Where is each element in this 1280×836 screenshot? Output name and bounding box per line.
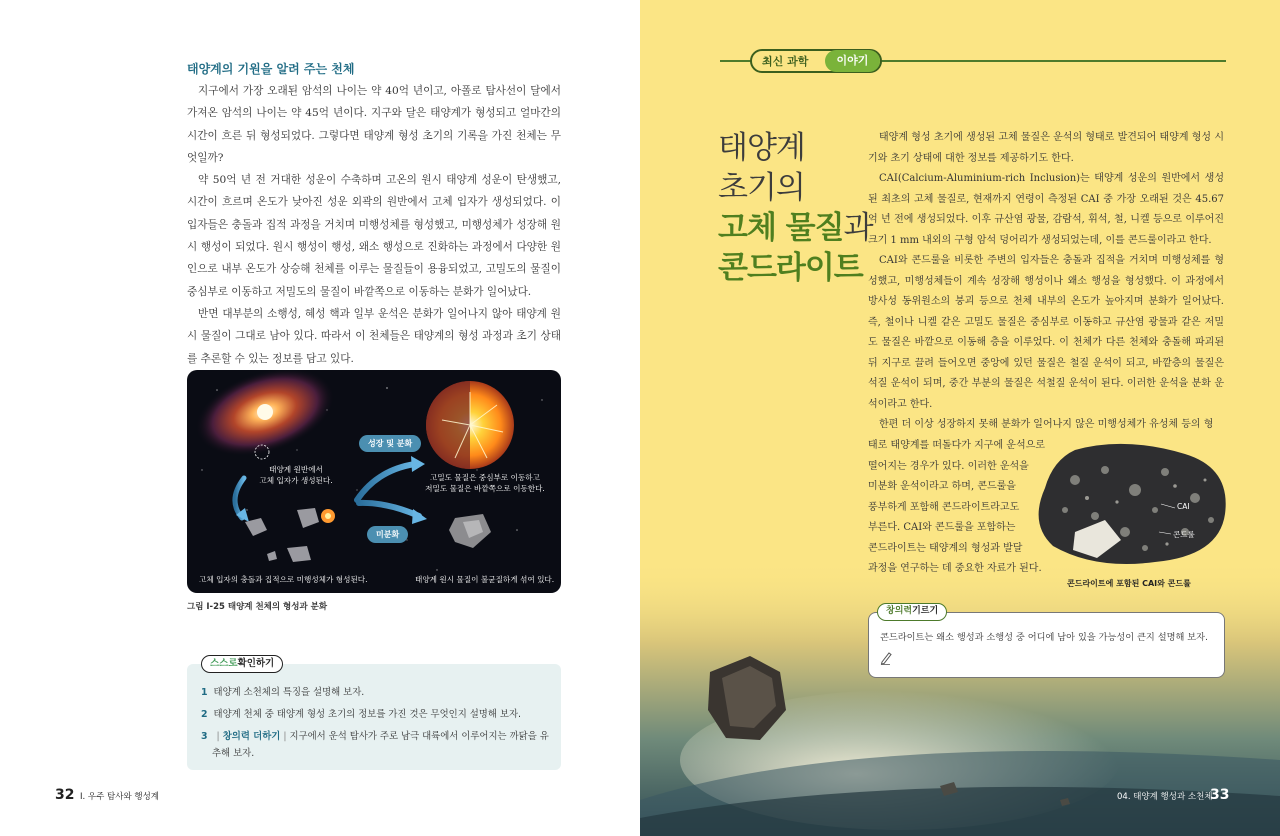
header-label-story: 이야기 xyxy=(825,50,880,72)
check-item-text: 태양계 천체 중 태양계 형성 초기의 정보를 가진 것은 무엇인지 설명해 보자. xyxy=(213,709,521,720)
chondrite-rock-illustration xyxy=(1035,440,1235,570)
label-chondrule: 콘드룰 xyxy=(1173,530,1195,539)
wrapped-line: 콘드라이트는 태양계의 형성과 발달 xyxy=(868,542,1023,554)
wrapped-line: 풍부하게 포함해 콘드라이트라고도 xyxy=(868,501,1020,513)
creativity-box xyxy=(868,612,1225,678)
creativity-label: 창의력 더하기 xyxy=(222,731,281,742)
photo-caption: 콘드라이트에 포함된 CAI와 콘드룰 xyxy=(1067,579,1191,588)
creativity-title xyxy=(877,603,947,621)
pill-growth-differentiation: 성장 및 분화 xyxy=(359,435,421,452)
figure-label-primitive: 태양계 원시 물질이 불균질하게 섞여 있다. xyxy=(415,575,555,584)
footer-right: 04. 태양계 행성과 소천체 xyxy=(1117,792,1213,802)
figure-label-diff-line1: 고밀도 물질은 중심부로 이동하고 xyxy=(430,473,540,482)
right-body-text xyxy=(868,128,1224,436)
figure-label-disk-line2: 고체 입자가 생성된다. xyxy=(259,476,333,485)
paragraph: 태양계 형성 초기에 생성된 고체 물질은 운석의 형태로 발견되어 태양계 형성 시기와 초기 상태에 대한 정보를 제공하기도 한다. xyxy=(868,132,1224,164)
figure-label-planetesimal: 고체 입자의 충돌과 집적으로 미행성체가 형성된다. xyxy=(199,575,368,584)
wrapped-line: 떨어지는 경우가 있다. 이러한 운석을 xyxy=(868,460,1029,472)
figure-label-disk xyxy=(247,464,345,486)
title-line4: 콘드라이트 xyxy=(718,250,863,286)
pencil-icon xyxy=(880,650,892,669)
creativity-title-b: 기르기 xyxy=(912,606,939,616)
section-heading: 태양계의 기원을 알려 주는 천체 xyxy=(187,62,355,76)
paragraph: 반면 대부분의 소행성, 혜성 핵과 일부 운석은 분화가 일어나지 않아 태양계 원시 물질이 그대로 남아 있다. 따라서 이 천체들은 태양계의 형성 과정과 초기 상태를 추론할 수 있는 정보를 담고 있다. xyxy=(187,307,561,365)
page-number-left: 32 xyxy=(55,787,75,803)
self-check-title-a: 스스로 xyxy=(210,658,238,669)
creativity-question: 콘드라이트는 왜소 행성과 소행성 중 어디에 남아 있을 가능성이 큰지 설명해 보자. xyxy=(880,632,1208,643)
label-cai: CAI xyxy=(1177,502,1190,511)
self-check-title-b: 확인하기 xyxy=(237,658,275,669)
header-label-latest-science: 최신 과학 xyxy=(762,55,809,68)
check-item-number: 2 xyxy=(201,709,208,720)
right-page xyxy=(640,0,1280,836)
formation-figure xyxy=(187,370,561,593)
title-line1: 태양계 xyxy=(718,130,805,166)
pill-undifferentiated: 미분화 xyxy=(367,526,408,543)
separator: | xyxy=(283,731,287,742)
figure-label-disk-line1: 태양계 원반에서 xyxy=(269,465,323,474)
check-item-3 xyxy=(201,728,549,742)
check-item-text: 지구에서 운석 탐사가 주로 남극 대륙에서 이루어지는 까닭을 유 xyxy=(289,731,549,742)
figure-label-differentiation xyxy=(421,472,549,494)
check-item-number: 1 xyxy=(201,687,208,698)
paragraph: CAI와 콘드룰을 비롯한 주변의 입자들은 충돌과 집적을 거치며 미행성체를 형성했고, 미행성체들이 계속 성장해 행성이나 왜소 행성을 형성했다. 이 과정에서 방사성 동위원소의 붕괴 등으로 천체 내부의 온도가 높아지며 분화가 일어났다. 즉, 철이나 니켈 같은 고밀도 물질은 중심부로 이동하고 규산염 광물과 같은 저밀도 물질은 바깥으로 이동해 층을 이루었다. 이 천체가 다른 천체와 충돌해 파괴된 뒤 지구로 끌려 들어오면 중앙에 있던 물질은 철질 운석이 되고, 바깥층의 물질은 석질 운석이 되며, 중간 부분의 물질은 석철질 운석이 된다. 이러한 운석을 분화 운석이라고 한다. xyxy=(868,255,1224,410)
footer-left: I. 우주 탐사와 행성계 xyxy=(80,792,160,802)
title-line3-rest: 과 xyxy=(843,210,873,246)
wrapped-line: 과정을 연구하는 데 중요한 자료가 된다. xyxy=(868,563,1042,574)
check-item-1 xyxy=(201,684,364,698)
figure-caption: 그림 I-25 태양계 천체의 형성과 분화 xyxy=(187,602,328,612)
self-check-title xyxy=(201,655,283,673)
creativity-title-a: 창의력 xyxy=(886,606,913,616)
separator: | xyxy=(216,731,220,742)
check-item-text: 태양계 소천체의 특징을 설명해 보자. xyxy=(213,687,365,698)
figure-label-diff-line2: 저밀도 물질은 바깥쪽으로 이동한다. xyxy=(425,484,545,493)
left-body-text xyxy=(187,80,561,370)
page-number-right: 33 xyxy=(1210,787,1230,803)
title-line3-bold: 고체 물질 xyxy=(718,210,844,246)
wrapped-text xyxy=(868,436,1048,580)
check-item-number: 3 xyxy=(201,731,208,742)
check-item-2 xyxy=(201,706,521,720)
wrapped-line: 부른다. CAI와 콘드룰을 포함하는 xyxy=(868,522,1016,533)
paragraph: 한편 더 이상 성장하지 못해 분화가 일어나지 않은 미행성체가 유성체 등의 형 xyxy=(879,419,1214,430)
wrapped-line: 태로 태양계를 떠돌다가 지구에 운석으로 xyxy=(868,440,1045,451)
chondrite-photo xyxy=(1035,440,1235,574)
paragraph: 약 50억 년 전 거대한 성운이 수축하며 고온의 원시 태양계 성운이 탄생했고, 시간이 흐르며 온도가 낮아진 성운 외곽의 원반에서 고체 입자가 생성되었다. 이 입자들은 충돌과 집적 과정을 거치며 미행성체를 형성했고, 미행성체가 성장해 원시 행성이 되었다. 원시 행성이 행성, 왜소 행성으로 진화하는 과정에서 다양한 원인으로 내부 온도가 상승해 천체를 이루는 물질들이 용융되었고, 고밀도의 물질이 중심부로 이동하고 저밀도의 물질이 바깥쪽으로 이동하는 분화가 일어났다. xyxy=(187,174,561,298)
paragraph: CAI(Calcium-Aluminium-rich Inclusion)는 태양계 성운의 원반에서 생성된 최초의 고체 물질로, 현재까지 연령이 측정된 CAI 중 가장 오래된 것은 45.67억 년 전에 생성되었다. 이후 규산염 광물, 감람석, 휘석, 철, 니켈 등으로 이루어진 크기 1 mm 내외의 구형 암석 덩어리가 생성되었는데, 이를 콘드룰이라고 한다. xyxy=(868,173,1224,246)
title-line2: 초기의 xyxy=(718,170,805,206)
paragraph: 지구에서 가장 오래된 암석의 나이는 약 40억 년이고, 아폴로 탐사선이 달에서 가져온 암석의 나이는 약 45억 년이다. 지구와 달은 태양계가 형성되고 얼마간의 시간이 흐른 뒤 형성되었다. 그렇다면 태양계 형성 초기의 기록을 가진 천체는 무엇일까? xyxy=(187,85,561,164)
wrapped-line: 미분화 운석이라고 하며, 콘드룰을 xyxy=(868,481,1016,492)
check-item-3-cont: 추해 보자. xyxy=(212,748,255,759)
feature-title xyxy=(718,128,873,288)
